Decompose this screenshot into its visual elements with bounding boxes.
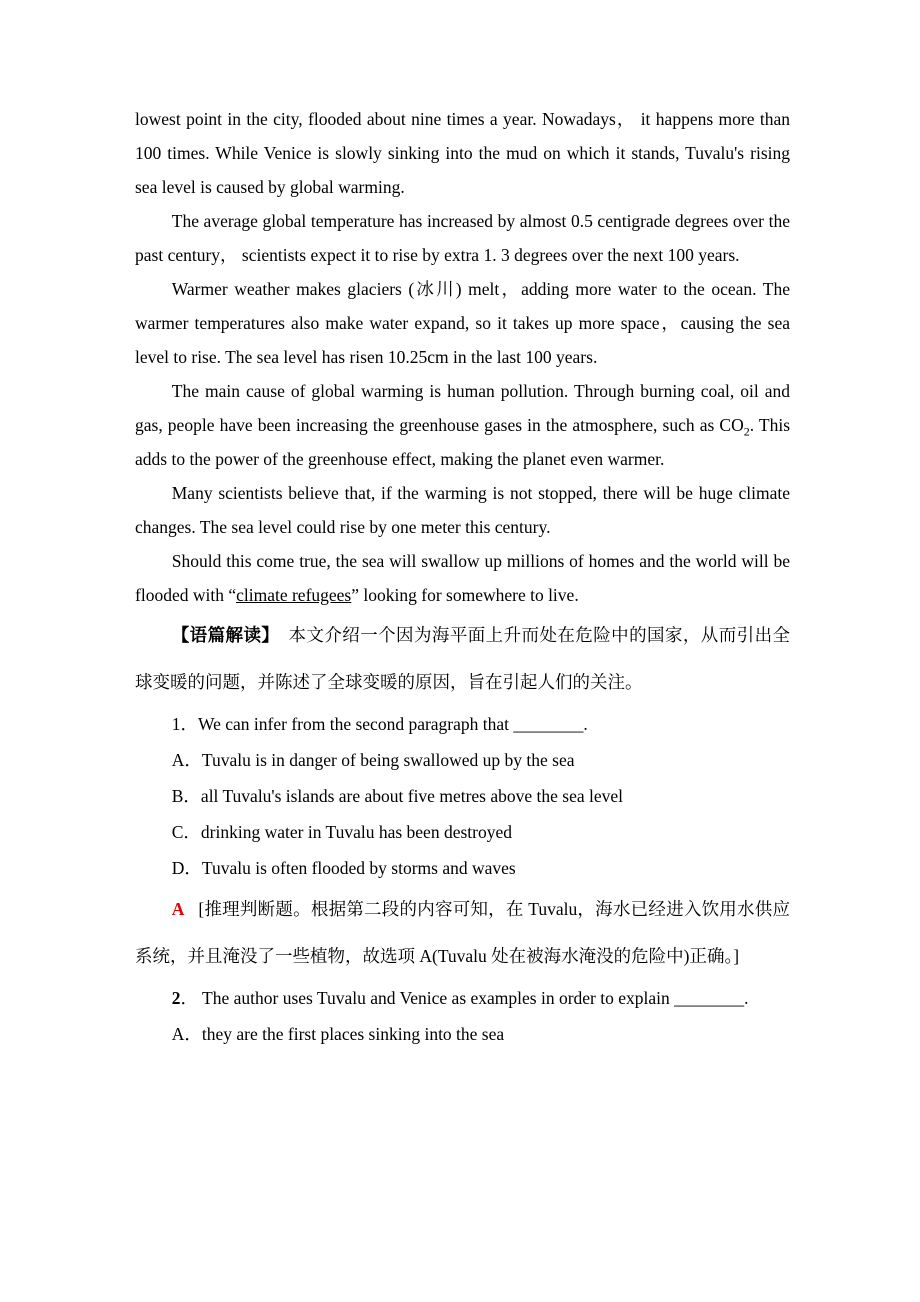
q2-option-a: A．they are the first places sinking into the sea — [171, 1024, 505, 1044]
analysis-paragraph — [135, 612, 790, 706]
paragraph-2: The average global temperature has increased by almost 0.5 centigrade degrees over the past century， scientists expect it to rise by extra 1. 3 degrees over the next 100 years. — [135, 211, 790, 265]
q2-stem-text: ． The author uses Tuvalu and Venice as examples in order to explain ________. — [180, 988, 749, 1008]
q2-number: 2 — [171, 988, 181, 1008]
q2-stem — [135, 980, 790, 1016]
paragraph-4-post: . This adds to the power of the greenhouse effect, making the planet even warmer. — [135, 415, 790, 469]
q1-answer-letter: A — [171, 899, 185, 919]
paragraph-4-pre: The main cause of global warming is human pollution. Through burning coal, oil and gas, people have been increasing the greenhouse gases in the atmosphere, such as CO — [135, 381, 790, 435]
paragraph-4 — [135, 374, 790, 476]
paragraph-6-post: ” looking for somewhere to live. — [351, 585, 579, 605]
analysis-text: 本文介绍一个因为海平面上升而处在危险中的国家，从而引出全球变暖的问题，并陈述了全球变暖的原因，旨在引起人们的关注。 — [135, 625, 791, 692]
paragraph-6 — [135, 544, 790, 612]
underlined-term-climate-refugees: climate refugees — [236, 585, 352, 605]
paragraph-1: lowest point in the city, flooded about nine times a year. Nowadays， it happens more than 100 times. While Venice is slowly sinking into the mud on which it stands, Tuvalu's rising sea level is caused by global warming. — [135, 109, 790, 197]
paragraph-5: Many scientists believe that, if the warming is not stopped, there will be huge climate changes. The sea level could rise by one meter this century. — [135, 483, 790, 537]
analysis-label: 【语篇解读】 — [171, 625, 271, 645]
paragraph-6-pre: Should this come true, the sea will swallow up millions of homes and the world will be flooded with “ — [135, 551, 790, 605]
q1-option-a: A．Tuvalu is in danger of being swallowed up by the sea — [171, 750, 575, 770]
paragraph-3: Warmer weather makes glaciers (冰川) melt，adding more water to the ocean. The warmer temperatures also make water expand, so it takes up more space，causing the sea level to rise. The sea level has risen 10.25cm in the last 100 years. — [135, 279, 790, 367]
q1-option-b: B．all Tuvalu's islands are about five metres above the sea level — [171, 786, 623, 806]
q1-option-c: C．drinking water in Tuvalu has been destroyed — [171, 822, 512, 842]
q1-answer-explanation: [推理判断题。根据第二段的内容可知，在 Tuvalu，海水已经进入饮用水供应系统，并且淹没了一些植物，故选项 A(Tuvalu 处在被海水淹没的危险中)正确。] — [135, 899, 790, 966]
q1-option-d: D．Tuvalu is often flooded by storms and waves — [171, 858, 516, 878]
co2-subscript: 2 — [743, 424, 750, 439]
q1-answer-paragraph — [135, 886, 790, 980]
q1-stem: 1．We can infer from the second paragraph that ________. — [171, 714, 588, 734]
